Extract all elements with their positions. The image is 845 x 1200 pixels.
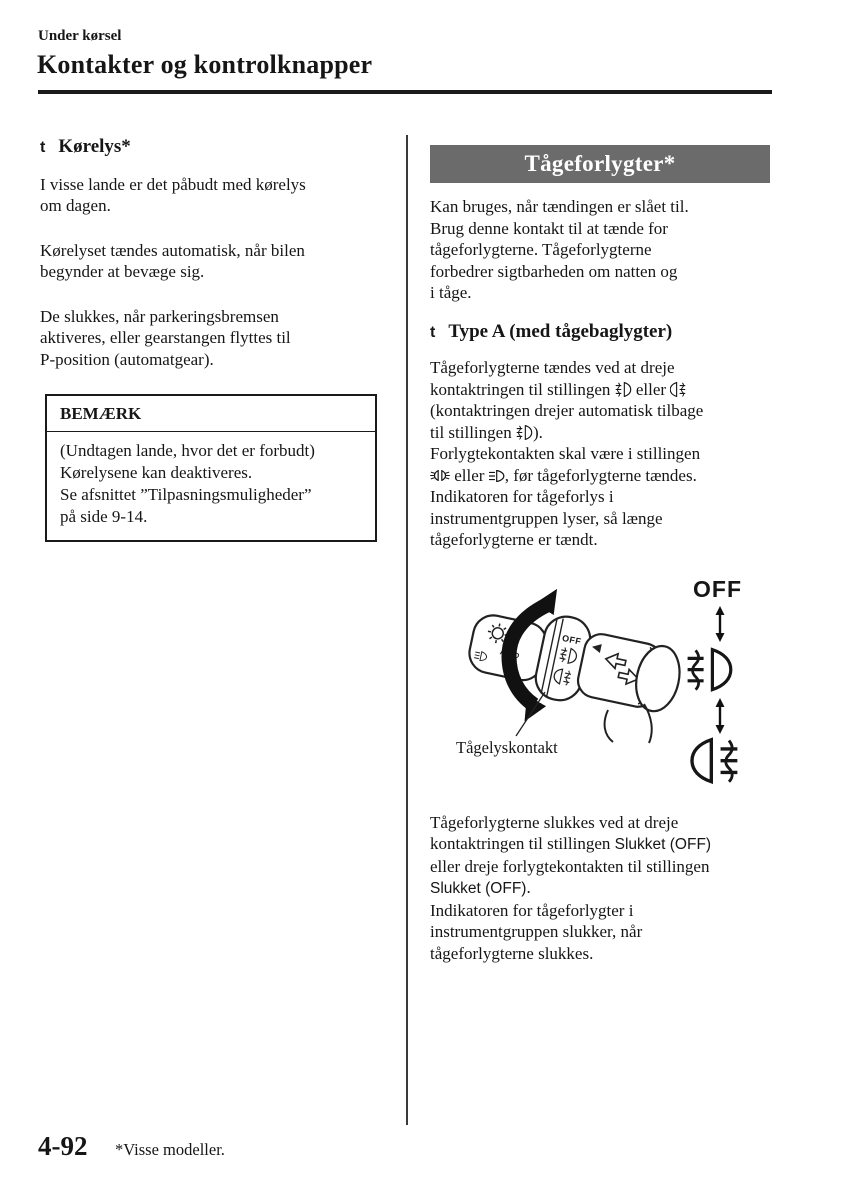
section-title: Type A (med tågebaglygter) — [448, 320, 673, 342]
text-segment: ). — [532, 422, 543, 442]
header-rule — [38, 90, 772, 94]
footnote: *Visse modeller. — [115, 1140, 225, 1159]
section-title: Kørelys* — [58, 136, 131, 157]
paragraph: De slukkes, når parkeringsbremsen aktiveres, eller gearstangen flyttes til P-position (automatgear). — [40, 306, 291, 369]
text-segment: kontaktringen til stillingen — [430, 379, 615, 399]
text-line: Indikatoren for tågeforlygter i — [430, 900, 634, 920]
usage-paragraph — [430, 357, 776, 551]
front-fog-lamp-icon — [688, 649, 731, 689]
ring-off-label: OFF — [561, 632, 583, 647]
right-column — [430, 145, 776, 964]
text-segment: , før tågeforlygterne tændes. — [504, 465, 697, 485]
rear-fog-lamp-icon — [692, 739, 737, 781]
headlight-icon — [489, 470, 505, 482]
text-segment: . — [526, 878, 531, 897]
text-line: tågeforlygterne er tændt. — [430, 530, 598, 549]
text-line: eller dreje forlygtekontakten til stillingen — [430, 856, 710, 876]
page-title: Kontakter og kontrolknapper — [37, 50, 373, 79]
text-line: (kontaktringen drejer automatisk tilbage — [430, 401, 704, 420]
front-fog-lamp-icon — [615, 382, 632, 397]
off-position-text: Slukket (OFF) — [430, 880, 527, 897]
section-banner: Tågeforlygter* — [430, 145, 770, 183]
off-position-label: OFF — [693, 575, 742, 602]
section-heading-korelys — [40, 136, 378, 159]
left-column — [40, 136, 378, 542]
text-segment: eller — [631, 379, 671, 399]
auto-label: AUTO — [499, 648, 520, 660]
text-segment: til stillingen — [430, 422, 516, 442]
off-position-text: Slukket (OFF) — [614, 836, 712, 853]
up-down-arrow-icon — [716, 606, 725, 642]
text-line: Indikatoren for tågeforlys i — [430, 487, 614, 506]
text-segment: kontaktringen til stillingen — [430, 834, 615, 853]
text-line: instrumentgruppen lyser, så længe — [430, 508, 663, 528]
paragraph: Kørelyset tændes automatisk, når bilen begynder at bevæge sig. — [40, 240, 305, 281]
section-heading-type-a — [430, 321, 776, 344]
fog-light-switch-diagram — [430, 560, 790, 805]
text-line: instrumentgruppen slukker, når — [430, 922, 643, 941]
page-number: 4-92 — [38, 1131, 88, 1161]
off-paragraph — [430, 812, 776, 965]
text-line: Tågeforlygterne tændes ved at dreje — [430, 358, 675, 377]
rear-fog-lamp-icon — [670, 382, 686, 397]
note-title: BEMÆRK — [47, 396, 375, 432]
text-segment: eller — [450, 465, 489, 485]
note-box — [45, 394, 377, 542]
text-line: Tågeforlygterne slukkes ved at dreje — [430, 812, 679, 832]
text-line: tågeforlygterne slukkes. — [430, 943, 594, 963]
paragraph: Kan bruges, når tændingen er slået til. Brug denne kontakt til at tænde for tågeforlygterne. Tågeforlygterne forbedrer sigtbarheden om natten og i tåge. — [430, 197, 689, 302]
paragraph: I visse lande er det påbudt med kørelys om dagen. — [40, 174, 306, 215]
column-divider — [406, 135, 408, 1125]
note-body: (Undtagen lande, hvor det er forbudt) Kørelysene kan deaktiveres. Se afsnittet ”Tilpasningsmuligheder” på side 9-14. — [60, 440, 315, 526]
fog-switch-label: Tågelyskontakt — [456, 737, 558, 757]
section-bullet: t — [430, 323, 436, 341]
section-bullet: t — [40, 139, 46, 156]
position-lamp-icon — [430, 470, 450, 481]
up-down-arrow-icon — [716, 698, 725, 734]
chapter-label: Under kørsel — [38, 28, 122, 44]
text-line: Forlygtekontakten skal være i stillingen — [430, 444, 701, 463]
front-fog-lamp-icon — [516, 425, 533, 440]
